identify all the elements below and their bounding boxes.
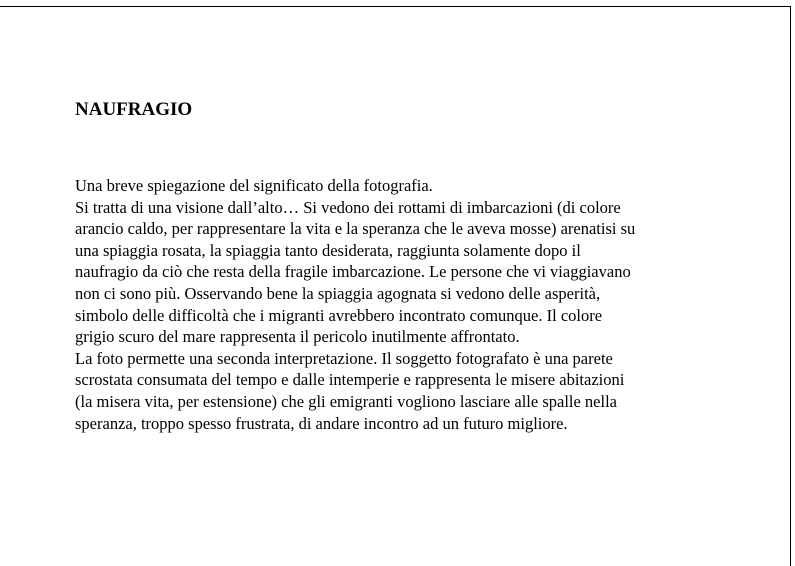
text-line: scrostata consumata del tempo e dalle intemperie e rappresenta le misere abitazioni bbox=[75, 370, 625, 390]
text-line: una spiaggia rosata, la spiaggia tanto desiderata, raggiunta solamente dopo il bbox=[75, 240, 581, 260]
document-body[interactable] bbox=[75, 97, 735, 434]
text-line: Una breve spiegazione del significato della fotografia. bbox=[75, 176, 433, 195]
text-line: naufragio da ciò che resta della fragile imbarcazione. Le persone che vi viaggiavano bbox=[75, 262, 631, 282]
document-title: NAUFRAGIO bbox=[75, 99, 193, 120]
text-line: La foto permette una seconda interpretazione. Il soggetto fotografato è una parete bbox=[75, 348, 613, 368]
text-line: arancio caldo, per rappresentare la vita e la speranza che le aveva mosse) arenatisi su bbox=[75, 219, 636, 239]
text-line: simbolo delle difficoltà che i migranti avrebbero incontrato comunque. Il colore bbox=[75, 305, 603, 325]
text-line: non ci sono più. Osservando bene la spiaggia agognata si vedono delle asperità, bbox=[75, 283, 601, 303]
page-right-border bbox=[790, 6, 791, 566]
text-line: speranza, troppo spesso frustrata, di andare incontro ad un futuro migliore. bbox=[75, 413, 568, 433]
page-top-border bbox=[0, 6, 790, 7]
text-line: Si tratta di una visione dall’alto… Si vedono dei rottami di imbarcazioni (di colore bbox=[75, 197, 621, 217]
text-line: grigio scuro del mare rappresenta il pericolo inutilmente affrontato. bbox=[75, 327, 520, 347]
text-line: (la misera vita, per estensione) che gli emigranti vogliono lasciare alle spalle nella bbox=[75, 391, 618, 411]
